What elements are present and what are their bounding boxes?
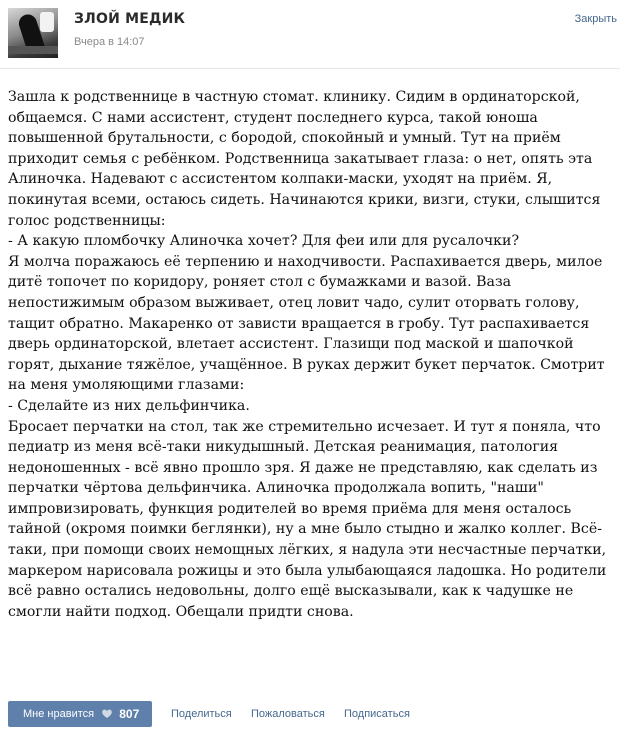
heart-icon: [102, 709, 112, 719]
post-line: горят, дыхание тяжёлое, учащённое. В руках держит букет перчаток. Смотрит: [8, 356, 605, 373]
post-line: на меня умоляющими глазами:: [8, 377, 245, 394]
close-button[interactable]: Закрыть: [574, 13, 617, 25]
post-line: покинутая всеми, остаюсь сидеть. Начинаются крики, визги, стуки, слышится: [8, 191, 601, 208]
report-link[interactable]: Пожаловаться: [251, 708, 325, 720]
header-divider: [0, 68, 620, 69]
avatar-lamp-shape: [40, 12, 54, 32]
post-line: тащит обратно. Макаренко от зависти вращается в гробу. Тут распахивается: [8, 315, 590, 332]
post-line: дитё топочет по коридору, роняет стол с бумажками и вазой. Ваза: [8, 274, 512, 291]
post-line: повышенной брутальности, с бородой, спокойный и умный. Тут на приём: [8, 130, 561, 147]
post-line: смогли найти подход. Обещали придти снова.: [8, 603, 354, 620]
post-line: Зашла к родственнице в частную стомат. клинику. Сидим в ординаторской,: [8, 89, 580, 105]
post-line: непостижимым образом выживает, отец ловит чадо, сулит оторвать голову,: [8, 294, 580, 311]
post-line: дверь ординаторской, влетает ассистент. Глазищи под маской и шапочкой: [8, 336, 574, 353]
post-line: - Сделайте из них дельфинчика.: [8, 397, 250, 414]
post-line: педиатр из меня всё-таки никудышный. Детская реанимация, патология: [8, 439, 559, 456]
post-line: голос родственницы:: [8, 212, 166, 229]
like-button[interactable]: [8, 701, 152, 727]
post-time[interactable]: Вчера в 14:07: [74, 36, 145, 48]
post-line: общаемся. С нами ассистент, студент последнего курса, такой юноша: [8, 109, 538, 126]
post-line: Алиночка. Надевают с ассистентом колпаки-маски, уходят на приём. Я,: [8, 171, 553, 188]
avatar-bench-shape: [8, 46, 58, 54]
post-line: Я молча поражаюсь её терпению и находчивости. Распахивается дверь, милое: [8, 253, 603, 270]
post-header: [0, 0, 620, 62]
post-line: недоношенных - всё явно прошло зря. Я даже не представляю, как сделать из: [8, 459, 598, 476]
like-label: Мне нравится: [23, 708, 95, 720]
author-name[interactable]: ЗЛОЙ МЕДИК: [74, 11, 186, 27]
share-link[interactable]: Поделиться: [171, 708, 232, 720]
post-actions: [8, 701, 614, 727]
post-line: таки, при помощи своих немощных лёгких, я надула эти несчастные перчатки,: [8, 542, 607, 559]
post-line: маркером нарисовала рожицы и это была улыбающаяся ладошка. Но родители: [8, 562, 607, 579]
post-text: [8, 87, 614, 622]
post-line: импровизировать, функция родителей во время приёма для меня осталось: [8, 500, 572, 517]
post-line: Бросает перчатки на стол, так же стремительно исчезает. И тут я поняла, что: [8, 418, 601, 435]
avatar[interactable]: [8, 8, 58, 58]
subscribe-link[interactable]: Подписаться: [344, 708, 410, 720]
like-count: 807: [119, 707, 140, 721]
post-line: приходит семья с ребёнком. Родственница закатывает глаза: о нет, опять эта: [8, 150, 593, 167]
post-line: всё равно остались недовольны, долго ещё высказывали, как к чадушке не: [8, 583, 574, 600]
post-line: тайной (окромя поимки беглянки), ну а мне было стыдно и жалко коллег. Всё-: [8, 521, 602, 538]
post-line: - А какую пломбочку Алиночка хочет? Для феи или для русалочки?: [8, 233, 520, 250]
post-line: перчатки чёртова дельфинчика. Алиночка продолжала вопить, "наши": [8, 480, 544, 497]
